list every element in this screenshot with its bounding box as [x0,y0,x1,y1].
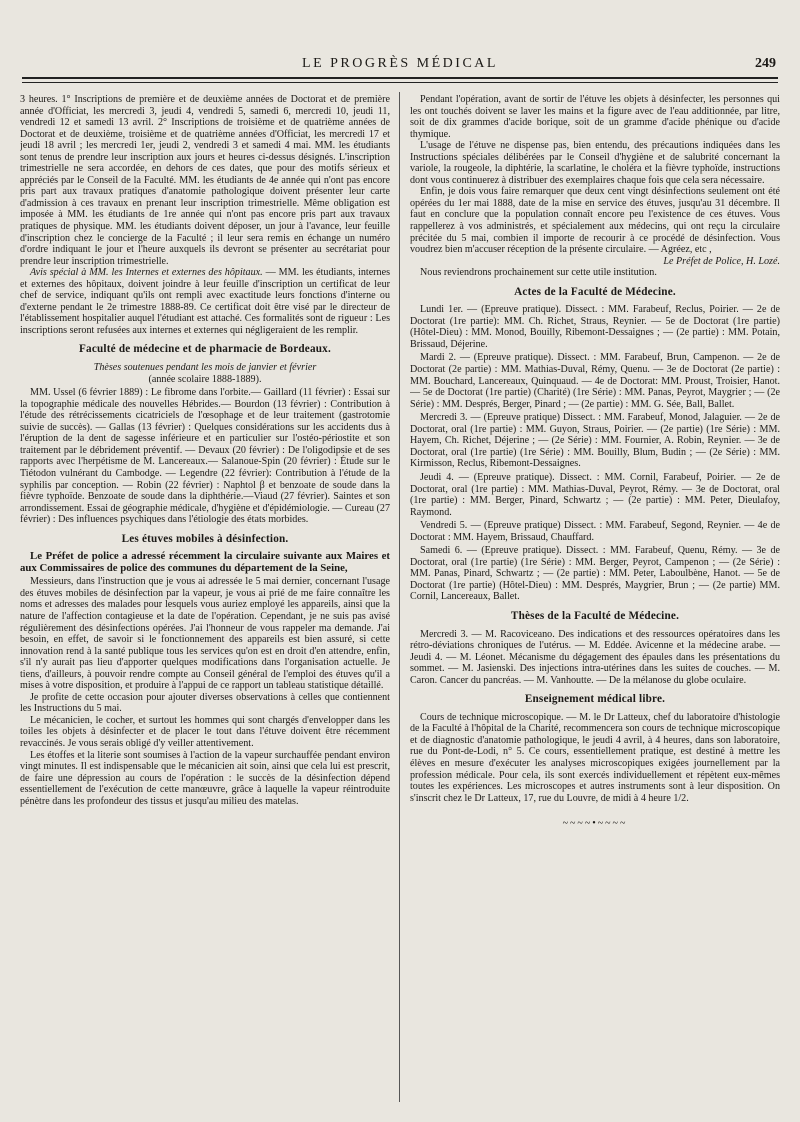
column-divider [399,92,400,1102]
inscriptions-paragraph: 3 heures. 1° Inscriptions de première et de deuxième années de Doctorat et de première année d'Officiat, les mercredi 3, jeudi 4, vendredi 5, samedi 6, mercredi 10, jeudi 11, vendredi 12 et samedi 13 avril. 2° Inscriptions de troisième et de quatrième années de Doctorat et de deuxième, troisième et de quatrième années d'Officiat, les mercredi 17 et jeudi 18 avril ; les mercredi 1er, jeudi 2, vendredi 3 et samedi 4 mai. MM. les étudiants sont tenus de prendre leur inscription aux jours et heures ci-dessus désignés. L'inscription trimestrielle ne sera accordée, en dehors de ces dates, que pour des motifs sérieux et appréciés par le Conseil de la Faculté. MM. les étudiants de 4e année qui n'ont pas encore pris part aux travaux pratiques d'anatomie pathologique doivent présenter leur carte d'admission à ces travaux en prenant leur inscription trimestrielle. Même obligation est imposée à MM. les étudiants de 1re année qui n'ont pas encore pris part aux travaux pratiques de physique. MM. les étudiants doivent déposer, un jour à l'avance, leur feuille d'inscription chez le concierge de la Faculté ; il leur sera remis en échange un numéro d'ordre indiquant le jour et l'heure auxquels ils devront se présenter au secrétariat pour prendre leur inscription trimestrielle. [20,94,390,267]
heading-etuves: Les étuves mobiles à désinfection. [121,532,289,545]
running-header [22,56,778,76]
etuves-paragraph-1: Messieurs, dans l'instruction que je vous ai adressée le 5 mai dernier, concernant l'usage des étuves mobiles de désinfection par la vapeur, je vous ai prié de me faire connaître les noms et adresses des malades pour lesquels vous auriez employé les appareils, ainsi que la nature de l'affection contagieuse et la date de l'opération. Cependant, je ne suis pas avisé régulièrement des désinfections opérées. J'ai l'honneur de vous rappeler ma demande. J'ai besoin, en effet, de savoir si le fonctionnement des appareils est bien assuré, si cette innovation rend à la santé publique tous les services qu'on est en droit d'en attendre, enfin, s'il n'y aurait pas lieu d'apporter quelques modifications dans l'organisation actuelle. Je tiens, d'ailleurs, à pouvoir rendre compte au Conseil général de l'emploi des étuves qu'il a mises à votre disposition, et produire à l'appui de ce rapport un tableau statistique détaillé. [20,576,390,692]
bordeaux-subtitle-year: (année scolaire 1888-1889). [148,373,262,385]
heading-bordeaux: Faculté de médecine et de pharmacie de Bordeaux. [79,343,331,356]
heading-theses: Thèses de la Faculté de Médecine. [510,609,680,622]
bordeaux-subtitle: Thèses soutenues pendant les mois de janvier et février [93,362,317,374]
header-rule-thick [22,77,778,79]
actes-mardi: Mardi 2. — (Epreuve pratique). Dissect. : MM. Farabeuf, Brun, Campenon. — 2e de Doctorat (2e partie) : MM. Mathias-Duval, Rémy, Quenu. — 3e de Doctorat (2e partie) : MM. Bouchard, Lancereaux, Quinquaud. — 4e de Doctorat: MM. Proust, Troisier, Hanot. — 5e de Doctorat (1re partie) (Charité) (1re Série) : MM. Panas, Peyrot, Maygrier ; — (2e Série) : MM. Després, Berger, Pinard ; — (2e partie) : MM. G. Sée, Ball, Ballet. [410,352,780,410]
circulaire-paragraph-1: Pendant l'opération, avant de sortir de l'étuve les objets à désinfecter, les personnes qui les ont touchés doivent se laver les mains et la figure avec de l'eau additionnée, par litre, soit de dix grammes d'acide borique, soit de un gramme d'acide phénique ou d'acide thymique. [410,94,780,140]
theses-list: Mercredi 3. — M. Racoviceano. Des indications et des ressources opératoires dans les rétro-déviations chroniques de l'utérus. — M. Eddée. Avicenne et la médecine arabe. — Jeudi 4. — M. Léonet. Mécanisme du dégagement des épaules dans les présentations du sommet. — M. Jasienski. Des injections intra-utérines dans les suites de couches. — M. Caron. Cancer du pancréas. — M. Vanhoutte. — De la mélanose du globe oculaire. [410,628,780,686]
bordeaux-theses-list: MM. Ussel (6 février 1889) : Le fibrome dans l'orbite.— Gaillard (11 février) : Essai sur la topographie médicale des nouvelles Hébrides.— Bourdon (13 février) : Contribution à l'étude des rétrécissements cicatriciels de l'œsophage et de leur traitement (gastrotomie suivie de succès). — Gallas (13 février) : Quelques considérations sur les accidents dus à l'éruption de la dent de sagesse inférieure et en particulier sur l'ostéo-périostite et son traitement par le débridement préventif. — Devaux (20 février) : De l'oligodipsie et de ses rapports avec l'herpétisme de M. Lancereaux.— Salanoue-Spin (20 février) : Étude sur le Tiétodon vulnérant du Cambodge. — Legendre (22 février): Contribution à l'étude de la syphilis par conception. — Robin (22 février) : Naphtol β et benzoate de soude dans la fièvre typhoïde. Benzoate de soude dans la diphthérie.—Viaud (27 février). Saintes et son arrondissement. Essai de géographie médicale, d'hygiène et d'épidémiologie. — Cureau (27 février) : Des influences psychiques dans l'étiologie des états morbides. [20,387,390,526]
header-rule-thin [22,82,778,83]
left-column [20,94,390,1108]
ornament-divider: ~~~~•~~~~ [562,818,628,830]
avis-text: — MM. les étudiants, internes et externes des hôpitaux, doivent joindre à leur feuille d'inscription un certificat de leur chef de service, indiquant qu'ils ont rempli avec exactitude leurs fonctions d'interne ou d'externe pendant le 2e trimestre 1888-89. Ce certificat doit être visé par le directeur de l'établissement hospitalier auquel l'étudiant est attaché. Ces formalités sont de rigueur : Les inscriptions seront refusées aux internes et externes qui négligeraient de les remplir. [20,267,390,336]
avis-paragraph [20,267,390,336]
heading-enseignement-libre: Enseignement médical libre. [524,693,666,706]
prefet-signature: Le Préfet de Police, H. Lozé. [663,255,780,267]
etuves-paragraph-3: Le mécanicien, le cocher, et surtout les hommes qui sont chargés d'envelopper dans les toiles les objets à désinfecter et de placer le tout dans l'étuve doivent être récemment revaccinés. Je vous serais obligé d'y veiller attentivement. [20,714,390,749]
etuves-lead: Le Préfet de police a adressé récemment la circulaire suivante aux Maires et aux Commissaires de police des communes du département de la Seine, [20,550,390,574]
circulaire-paragraph-3: Enfin, je dois vous faire remarquer que deux cent vingt désinfections seulement ont été opérées du 1er mai 1888, date de la mise en service des étuves, jusqu'au 31 décembre. Il faut en conclure que la population connaît encore peu l'existence de ces étuves. Vous rappellerez à vos administrés, et spécialement aux médecins, qui ont reçu la circulaire précitée du 5 mai, combien il importe de recourir à ce procédé de désinfection. Vous voudrez bien m'accuser réception de la présente circulaire. — Agréez, etc , [410,186,780,256]
actes-lundi: Lundi 1er. — (Epreuve pratique). Dissect. : MM. Farabeuf, Reclus, Poirier. — 2e de Doctorat (1re partie): MM. Ch. Richet, Straus, Reynier. — 5e de Doctorat (1re partie) (Hôtel-Dieu) : MM. Monod, Bouilly, Ribemont-Dessaignes ; — (2e partie) : MM. Potain, Brissaud, Déjerine. [410,304,780,350]
etuves-paragraph-2: Je profite de cette occasion pour ajouter diverses observations à celles que contiennent les Instructions du 5 mai. [20,691,390,715]
editor-note: Nous reviendrons prochainement sur cette utile institution. [420,267,657,279]
journal-title: LE PROGRÈS MÉDICAL [302,56,498,71]
actes-jeudi: Jeudi 4. — (Epreuve pratique). Dissect. : MM. Cornil, Farabeuf, Poirier. — 2e de Doctorat, oral (1re partie) : MM. Mathias-Duval, Peyrot, Rémy. — 3e de Doctorat, oral (1re partie) : MM. Berger, Pinard, Schwartz ; — (2e partie) : MM. Peter, Dieulafoy, Raymond. [410,471,780,518]
actes-mercredi: Mercredi 3. — (Epreuve pratique) Dissect. : MM. Farabeuf, Monod, Jalaguier. — 2e de Doctorat, oral (1re partie) : MM. Guyon, Straus, Poirier. — (2e partie) (1re Série) : MM. Hayem, Ch. Richet, Déjerine ; — (2e Série) : MM. Fournier, A. Robin, Reynier. — 3e de Doctorat, oral (1re partie) (1re Série) : MM. Bouilly, Blum, Budin ; — (2e Série) : MM. Kirmisson, Reclus, Ribemont-Dessaignes. [410,412,780,470]
circulaire-paragraph-2: L'usage de l'étuve ne dispense pas, bien entendu, des précautions indiquées dans les Instructions spéciales délibérées par le Conseil d'hygiène et de salubrité concernant la variole, la rougeole, la diphtérie, la scarlatine, le choléra et la fièvre typhoïde, instructions dont vous continuerez à distribuer des exemplaires chaque fois que cela sera nécessaire. [410,140,780,186]
page-number: 249 [755,56,776,71]
avis-title: Avis spécial à MM. les Internes et externes des hôpitaux. [30,267,263,279]
heading-actes: Actes de la Faculté de Médecine. [514,285,676,298]
etuves-paragraph-4: Les étoffes et la literie sont soumises à l'action de la vapeur surchauffée pendant environ vingt minutes. Il est indispensable que le mécanicien ait soin, ainsi que cela lui est prescrit, de faire une dépression au cours de l'opération : le succès de la désinfection dépend essentiellement de l'exécution de cette manœuvre, grâce à laquelle la vapeur réintroduite pénètre dans les profondeur des tissus et jusqu'au milieu des matelas. [20,749,390,807]
actes-samedi: Samedi 6. — (Epreuve pratique). Dissect. : MM. Farabeuf, Quenu, Rémy. — 3e de Doctorat, oral (1re partie) (1re Série) : MM. Berger, Peyrot, Campenon ; — (2e Série) : MM. Panas, Pinard, Schwartz ; — (2e partie) : MM. Peter, Laboulbène, Hanot. — 5e de Doctorat (1re partie) (Hôtel-Dieu) : MM. Després, Maygrier, Brun ; — (2e partie) MM. Cornil, Lancereaux, Ballet. [410,545,780,603]
cours-microscopique: Cours de technique microscopique. — M. le Dr Latteux, chef du laboratoire d'histologie de la Faculté à l'hôpital de la Charité, recommencera son cours de technique microscopique et de diagnostic d'anatomie pathologique, le jeudi 4 avril, à 4 heures, dans son laboratoire, rue du Pont-de-Lodi, n° 5. Ce cours, essentiellement pratique, est destiné à mettre les élèves en mesure d'exécuter les analyses microscopiques exigées journellement par la profession médicale. Pour cela, ils sont exercés individuellement et répètent eux-mêmes toutes les expériences. Les microscopes et autres instruments sont à leur disposition. On s'inscrit chez le Dr Latteux, 17, rue du Louvre, de midi à 4 heure 1/2. [410,711,780,804]
actes-vendredi: Vendredi 5. — (Epreuve pratique) Dissect. : MM. Farabeuf, Segond, Reynier. — 4e de Doctorat : MM. Hayem, Brissaud, Chauffard. [410,520,780,543]
right-column [410,94,780,1108]
